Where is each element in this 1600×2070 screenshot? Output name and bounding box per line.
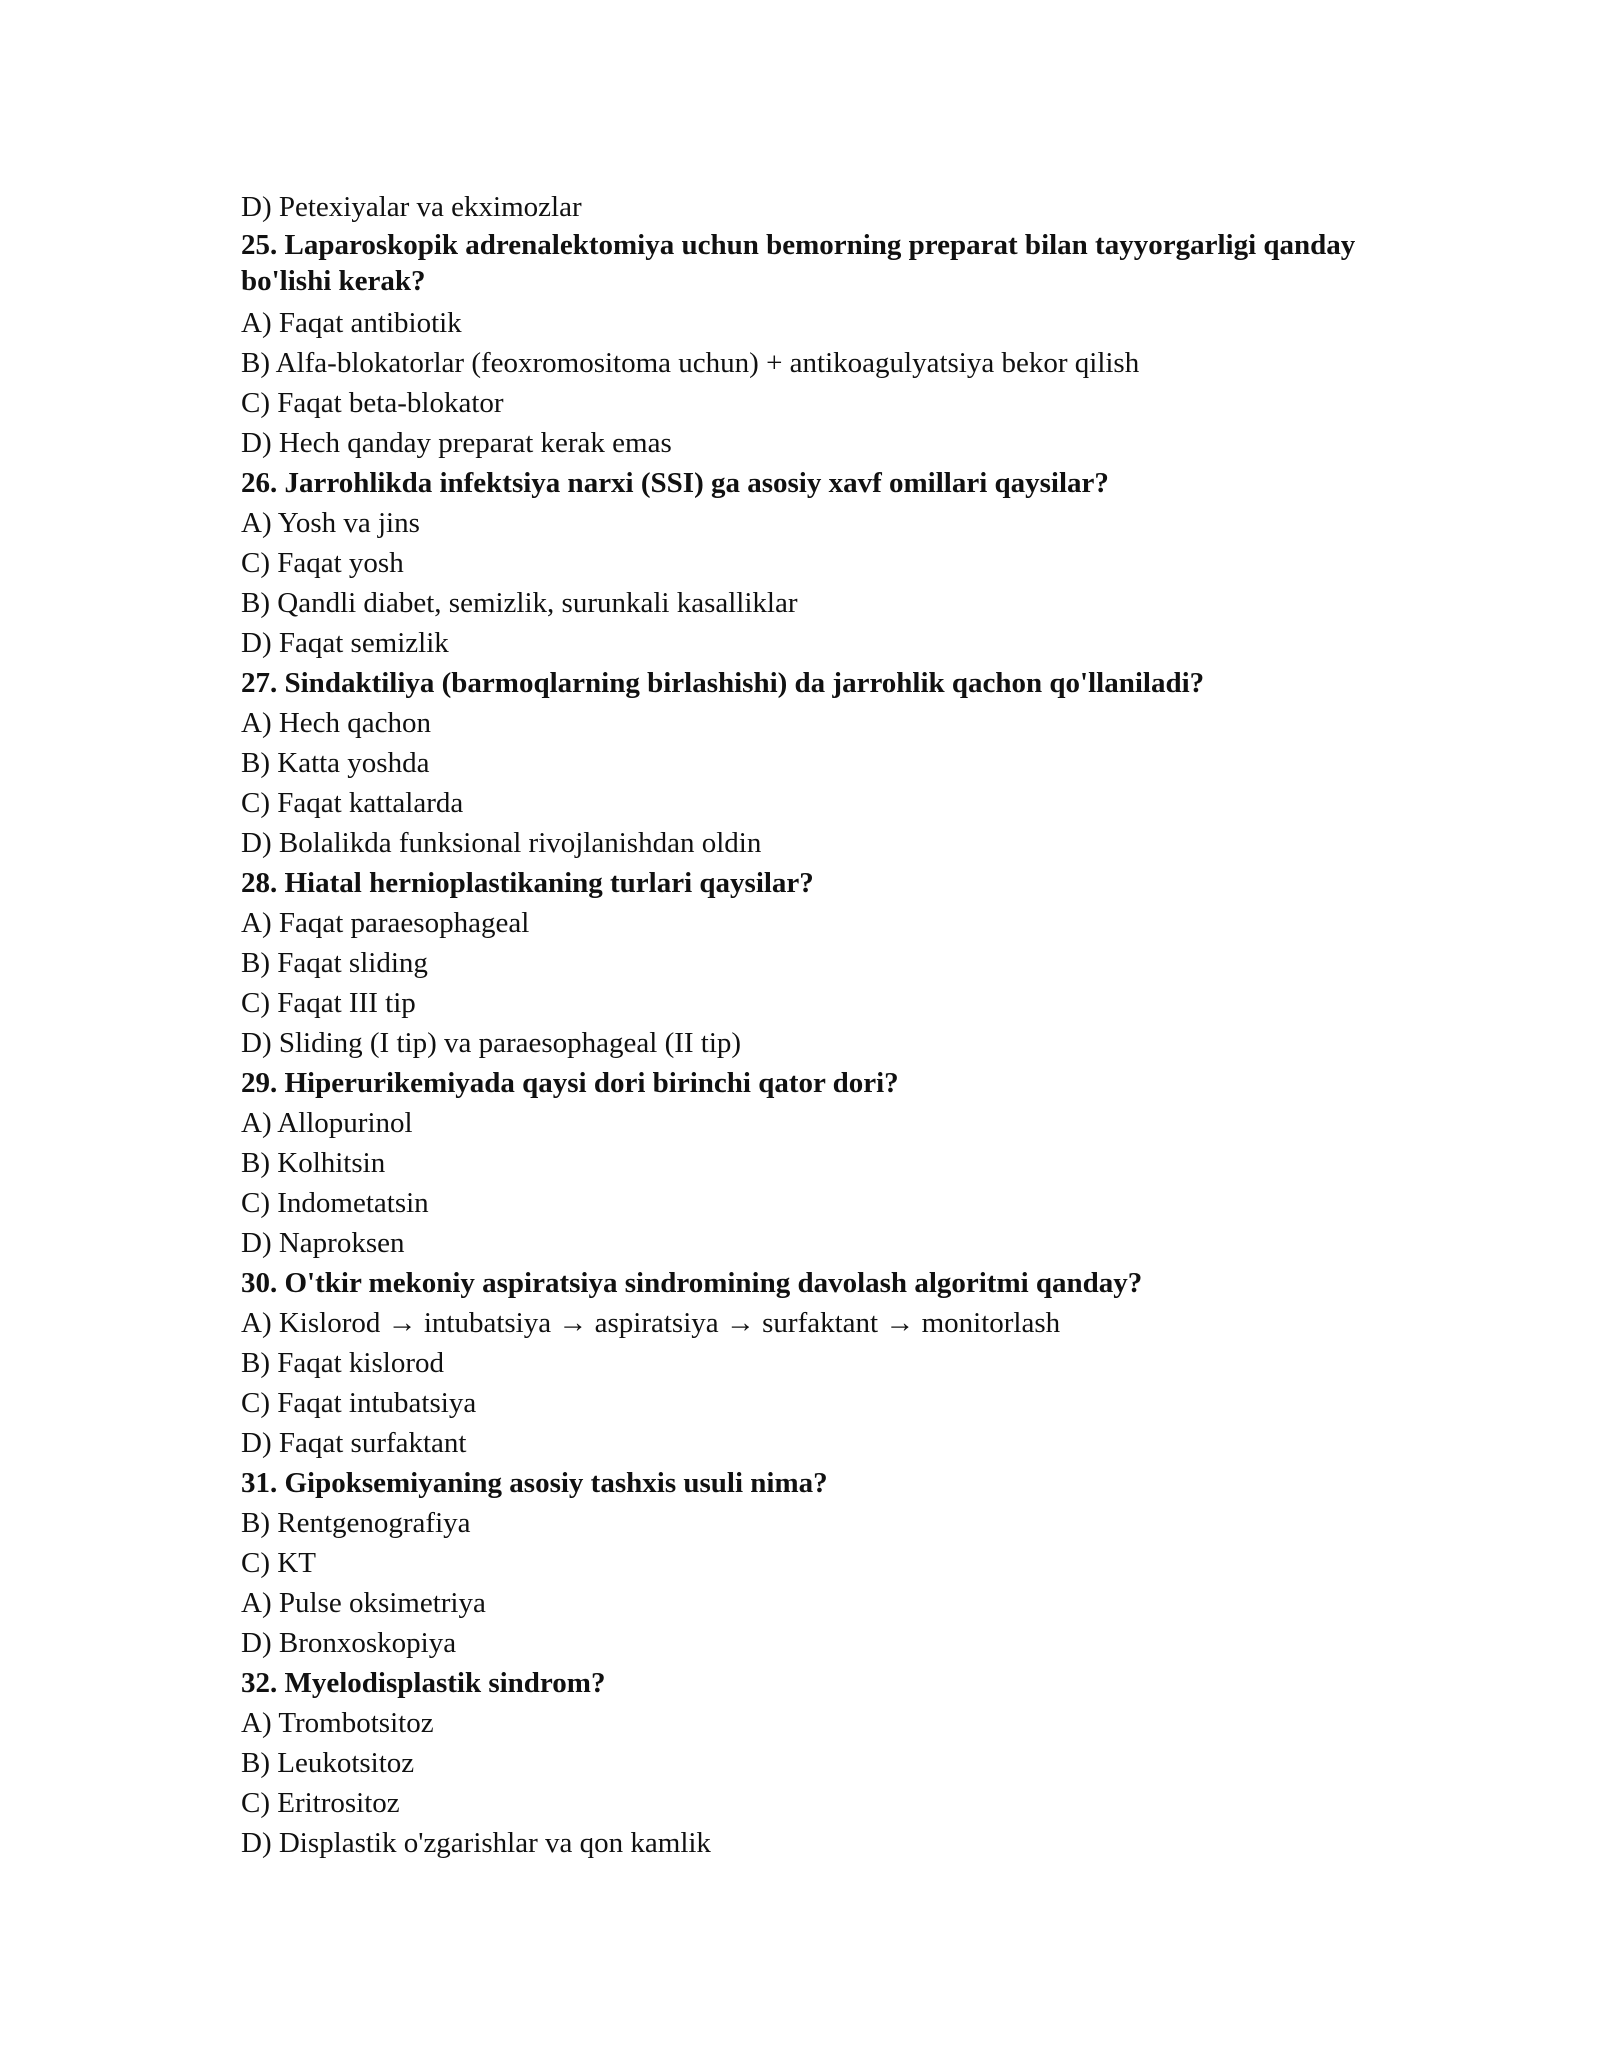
option-line: A) Kislorod → intubatsiya → aspiratsiya → surfaktant → monitorlash (241, 1307, 1061, 1339)
option-line: B) Qandli diabet, semizlik, surunkali kasalliklar (241, 587, 798, 619)
option-line: A) Faqat antibiotik (241, 307, 462, 339)
option-line: C) Faqat intubatsiya (241, 1387, 477, 1419)
option-line: A) Yosh va jins (241, 507, 420, 539)
option-line: B) Alfa-blokatorlar (feoxromositoma uchun) + antikoagulyatsiya bekor qilish (241, 347, 1140, 379)
option-line: C) Indometatsin (241, 1187, 429, 1219)
question-heading: 31. Gipoksemiyaning asosiy tashxis usuli nima? (241, 1467, 828, 1499)
option-line: B) Kolhitsin (241, 1147, 386, 1179)
option-line: B) Leukotsitoz (241, 1747, 415, 1779)
option-line: D) Displastik o'zgarishlar va qon kamlik (241, 1827, 711, 1859)
option-line: C) Faqat yosh (241, 547, 404, 579)
option-line: B) Faqat sliding (241, 947, 428, 979)
question-heading: 28. Hiatal hernioplastikaning turlari qaysilar? (241, 867, 814, 899)
option-line: B) Katta yoshda (241, 747, 430, 779)
question-heading: 30. O'tkir mekoniy aspiratsiya sindromining davolash algoritmi qanday? (241, 1267, 1143, 1299)
option-line: C) Faqat beta-blokator (241, 387, 504, 419)
option-line: A) Trombotsitoz (241, 1707, 434, 1739)
option-line: D) Faqat surfaktant (241, 1427, 467, 1459)
question-heading: 26. Jarrohlikda infektsiya narxi (SSI) ga asosiy xavf omillari qaysilar? (241, 467, 1109, 499)
option-line: B) Rentgenografiya (241, 1507, 471, 1539)
option-line: D) Hech qanday preparat kerak emas (241, 427, 672, 459)
option-line: C) Faqat kattalarda (241, 787, 464, 819)
option-line: D) Sliding (I tip) va paraesophageal (II tip) (241, 1027, 742, 1059)
question-heading: 27. Sindaktiliya (barmoqlarning birlashishi) da jarrohlik qachon qo'llaniladi? (241, 667, 1205, 699)
option-line: D) Bolalikda funksional rivojlanishdan oldin (241, 827, 762, 859)
question-heading: 29. Hiperurikemiyada qaysi dori birinchi qator dori? (241, 1067, 899, 1099)
option-line: C) KT (241, 1547, 316, 1579)
option-line: D) Faqat semizlik (241, 627, 449, 659)
option-line: A) Allopurinol (241, 1107, 413, 1139)
option-line: C) Eritrositoz (241, 1787, 400, 1819)
option-line: D) Naproksen (241, 1227, 405, 1259)
option-line: A) Pulse oksimetriya (241, 1587, 486, 1619)
option-line: A) Faqat paraesophageal (241, 907, 530, 939)
option-line: C) Faqat III tip (241, 987, 416, 1019)
option-line: D) Bronxoskopiya (241, 1627, 457, 1659)
question-heading: 25. Laparoskopik adrenalektomiya uchun bemorning preparat bilan tayyorgarligi qanday bo'lishi kerak? (241, 229, 1356, 297)
option-line: A) Hech qachon (241, 707, 432, 739)
option-line: D) Petexiyalar va ekximozlar (241, 191, 582, 223)
option-line: B) Faqat kislorod (241, 1347, 444, 1379)
question-heading: 32. Myelodisplastik sindrom? (241, 1667, 606, 1699)
document-page (241, 187, 1381, 1863)
